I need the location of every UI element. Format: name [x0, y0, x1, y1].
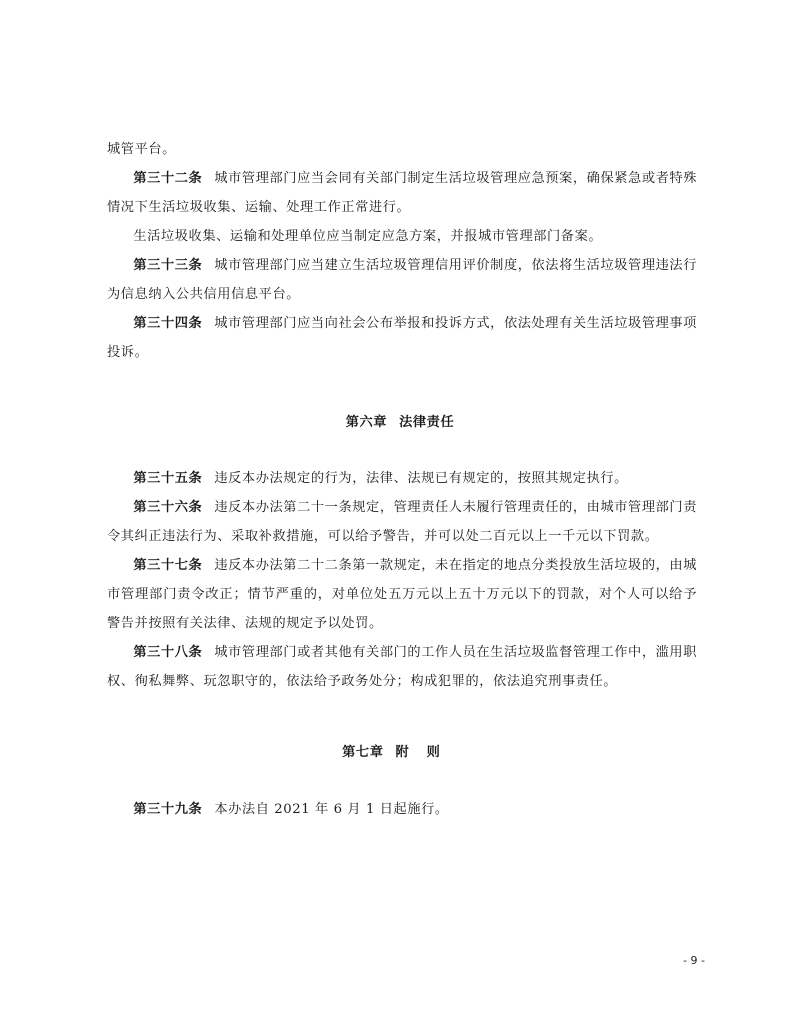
article-text: 城市管理部门应当向社会公布举报和投诉方式，依法处理有关生活垃圾管理事项投诉。: [107, 316, 697, 360]
chapter-number: 第六章: [345, 415, 388, 430]
article-38: [107, 638, 697, 696]
article-text: 违反本办法第二十二条第一款规定，未在指定的地点分类投放生活垃圾的，由城市管理部门责令改正；情节严重的，对单位处五万元以上五十万元以下的罚款，对个人可以给予警告并按照有关法律、法规的规定予以处罚。: [107, 558, 697, 631]
section-c: [107, 795, 697, 824]
article-37: [107, 551, 697, 638]
paragraph-text: 生活垃圾收集、运输和处理单位应当制定应急方案，并报城市管理部门备案。: [133, 229, 603, 244]
article-number: 第三十五条: [133, 471, 203, 486]
article-36: [107, 493, 697, 551]
article-34: [107, 309, 697, 367]
article-number: 第三十三条: [133, 258, 203, 273]
article-text: 城市管理部门应当建立生活垃圾管理信用评价制度，依法将生活垃圾管理违法行为信息纳入公共信用信息平台。: [107, 258, 697, 302]
article-39: [107, 795, 697, 824]
article-number: 第三十四条: [133, 316, 203, 331]
paragraph-continuation: [107, 135, 697, 164]
chapter-number: 第七章: [342, 745, 384, 760]
article-text: 城市管理部门应当会同有关部门制定生活垃圾管理应急预案，确保紧急或者特殊情况下生活垃圾收集、运输、处理工作正常进行。: [107, 171, 697, 215]
page-number: - 9 -: [683, 954, 705, 967]
section-a: [107, 135, 697, 367]
article-35: [107, 464, 697, 493]
article-text: 违反本办法规定的行为，法律、法规已有规定的，按照其规定执行。: [214, 471, 628, 486]
article-number: 第三十六条: [133, 500, 203, 515]
article-number: 第三十二条: [133, 171, 203, 186]
continuation-text: 城管平台。: [107, 142, 176, 157]
chapter-name: 附则: [395, 745, 458, 760]
chapter-6-title: [0, 411, 800, 430]
article-number: 第三十九条: [133, 802, 203, 817]
article-32: [107, 164, 697, 222]
article-text: 违反本办法第二十一条规定，管理责任人未履行管理责任的，由城市管理部门责令其纠正违法行为、采取补救措施，可以给予警告，并可以处二百元以上一千元以下罚款。: [107, 500, 697, 544]
chapter-7-title: [0, 741, 800, 760]
section-b: [107, 464, 697, 696]
article-number: 第三十八条: [133, 645, 203, 660]
chapter-name: 法律责任: [399, 415, 455, 430]
paragraph-emergency-plan: [107, 222, 697, 251]
article-33: [107, 251, 697, 309]
article-text: 城市管理部门或者其他有关部门的工作人员在生活垃圾监督管理工作中，滥用职权、徇私舞弊、玩忽职守的，依法给予政务处分；构成犯罪的，依法追究刑事责任。: [107, 645, 697, 689]
article-number: 第三十七条: [133, 558, 203, 573]
article-text: 本办法自 2021 年 6 月 1 日起施行。: [214, 802, 449, 817]
